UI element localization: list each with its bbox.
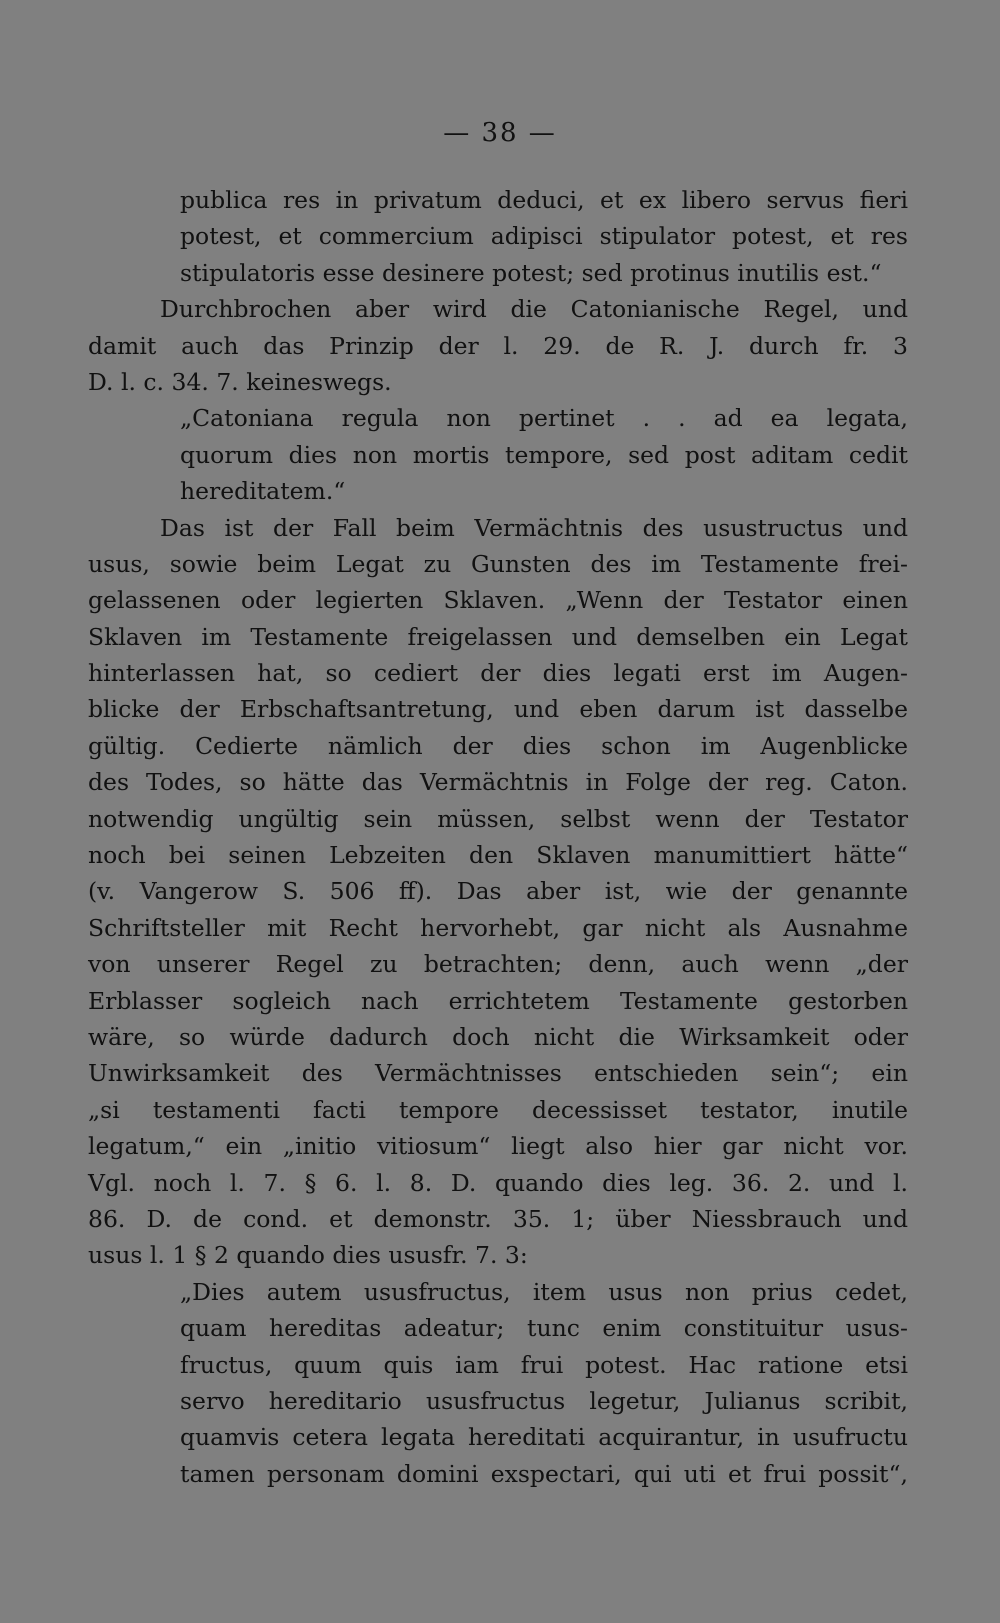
text-line: von unserer Regel zu betrachten; denn, auch wenn „der [88, 950, 908, 979]
text-line: noch bei seinen Lebzeiten den Sklaven manumittiert hätte“ [88, 841, 908, 870]
text-line: hereditatem.“ [180, 477, 346, 506]
text-line: D. l. c. 34. 7. keineswegs. [88, 367, 392, 396]
text-line: fructus, quum quis iam frui potest. Hac ratione etsi [180, 1350, 908, 1379]
text-line: gelassenen oder legierten Sklaven. „Wenn der Testator einen [88, 586, 908, 615]
text-line: wäre, so würde dadurch doch nicht die Wirksamkeit oder [88, 1022, 908, 1051]
text-line: „si testamenti facti tempore decessisset testator, inutile [88, 1095, 908, 1124]
text-line: legatum,“ ein „initio vitiosum“ liegt also hier gar nicht vor. [88, 1132, 908, 1161]
text-line: potest, et commercium adipisci stipulator potest, et res [180, 222, 908, 251]
text-line: Vgl. noch l. 7. § 6. l. 8. D. quando dies leg. 36. 2. und l. [88, 1168, 908, 1197]
text-line: „Dies autem ususfructus, item usus non prius cedet, [180, 1277, 908, 1306]
text-line: stipulatoris esse desinere potest; sed protinus inutilis est.“ [180, 258, 882, 287]
text-line: Erblasser sogleich nach errichtetem Testamente gestorben [88, 986, 908, 1015]
text-line: des Todes, so hätte das Vermächtnis in Folge der reg. Caton. [88, 768, 908, 797]
text-line: (v. Vangerow S. 506 ff). Das aber ist, wie der genannte [88, 877, 908, 906]
text-line: notwendig ungültig sein müssen, selbst wenn der Testator [88, 804, 908, 833]
text-line: hinterlassen hat, so cediert der dies legati erst im Augen- [88, 659, 908, 688]
text-line: tamen personam domini exspectari, qui uti et frui possit“, [180, 1459, 908, 1488]
text-line: damit auch das Prinzip der l. 29. de R. J. durch fr. 3 [88, 331, 908, 360]
text-line: Unwirksamkeit des Vermächtnisses entschieden sein“; ein [88, 1059, 908, 1088]
text-line: „Catoniana regula non pertinet . . ad ea legata, [180, 404, 908, 433]
text-line: servo hereditario ususfructus legetur, Julianus scribit, [180, 1386, 908, 1415]
text-line: Durchbrochen aber wird die Catonianische Regel, und [160, 295, 908, 324]
text-line: Sklaven im Testamente freigelassen und demselben ein Legat [88, 622, 908, 651]
text-line: Das ist der Fall beim Vermächtnis des usustructus und [160, 513, 908, 542]
body-text [88, 182, 908, 1492]
text-line: quamvis cetera legata hereditati acquirantur, in usufructu [180, 1423, 908, 1452]
text-line: blicke der Erbschaftsantretung, und eben darum ist dasselbe [88, 695, 908, 724]
text-line: usus, sowie beim Legat zu Gunsten des im Testamente frei- [88, 549, 908, 578]
text-line: 86. D. de cond. et demonstr. 35. 1; über Niessbrauch und [88, 1204, 908, 1233]
text-line: Schriftsteller mit Recht hervorhebt, gar nicht als Ausnahme [88, 913, 908, 942]
text-line: gültig. Cedierte nämlich der dies schon im Augenblicke [88, 731, 908, 760]
page-number: — 38 — [443, 118, 557, 148]
text-line: usus l. 1 § 2 quando dies ususfr. 7. 3: [88, 1241, 528, 1270]
text-line: quorum dies non mortis tempore, sed post aditam cedit [180, 440, 908, 469]
text-line: quam hereditas adeatur; tunc enim constituitur usus- [180, 1314, 908, 1343]
text-line: publica res in privatum deduci, et ex libero servus fieri [180, 186, 908, 214]
